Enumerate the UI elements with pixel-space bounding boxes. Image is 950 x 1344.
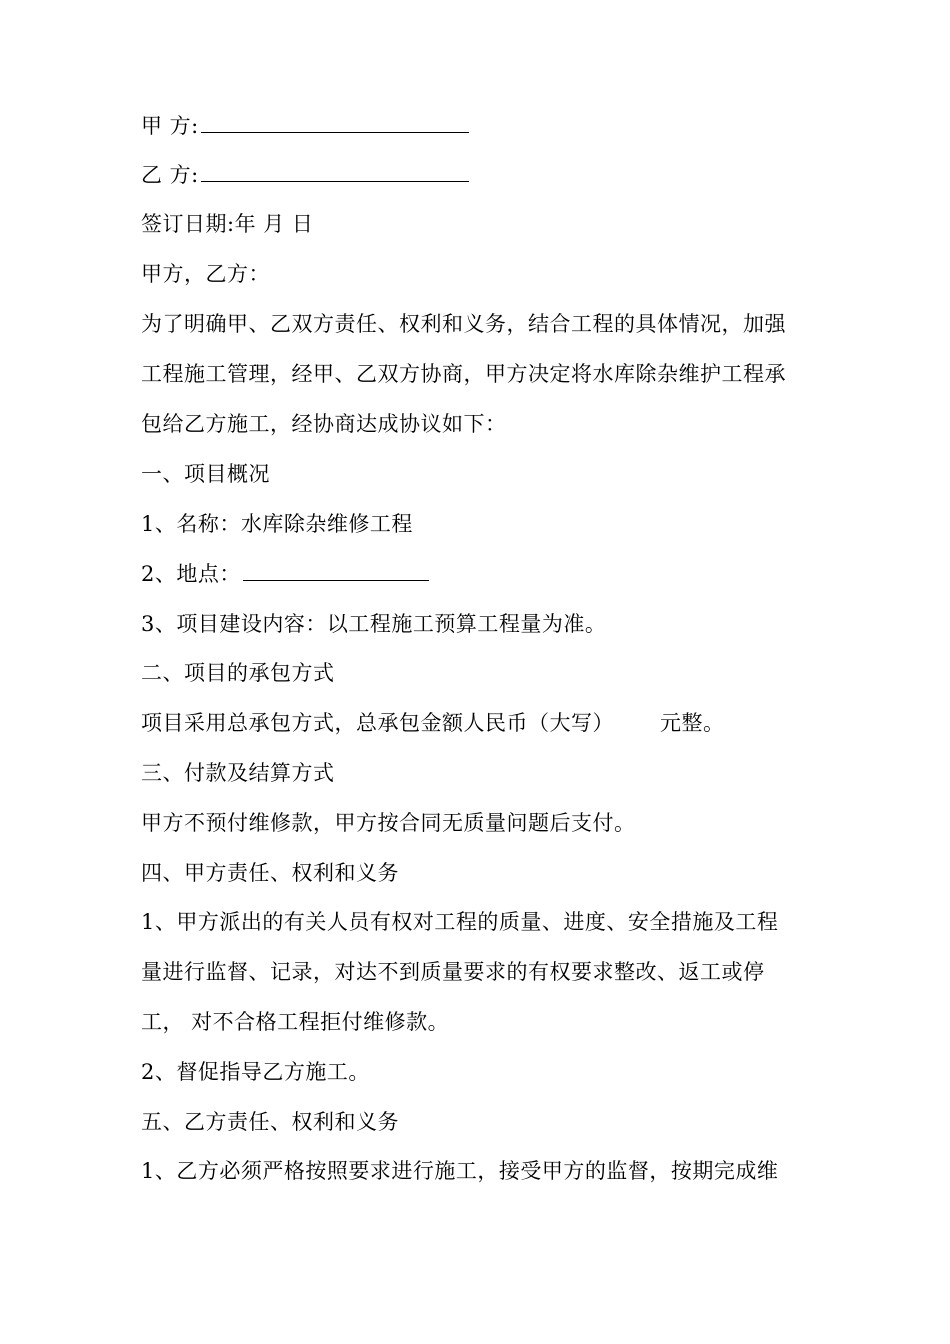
salutation: 甲方，乙方：: [141, 262, 270, 286]
sign-date-label: 签订日期:年 月 日: [141, 212, 314, 236]
intro-line-2: 工程施工管理，经甲、乙双方协商，甲方决定将水库除杂维护工程承: [141, 362, 786, 386]
party-b-blank: [201, 161, 469, 182]
section1-item2: [141, 559, 429, 589]
party-a-label: 甲 方:: [141, 114, 199, 138]
section3-title: 三、付款及结算方式: [141, 761, 335, 785]
contract-amount-suffix: 元整。: [660, 711, 725, 735]
party-b-label: 乙 方:: [141, 163, 199, 187]
section4-title: 四、甲方责任、权利和义务: [141, 861, 399, 885]
sign-date-line: [141, 209, 313, 239]
section5-item1: 1、乙方必须严格按照要求进行施工，接受甲方的监督，按期完成维: [141, 1159, 779, 1183]
section1-title: 一、项目概况: [141, 462, 270, 486]
location-label: 2、地点：: [141, 562, 241, 586]
section2-text: [141, 708, 725, 738]
section4-item1-line2: 量进行监督、记录，对达不到质量要求的有权要求整改、返工或停: [141, 960, 765, 984]
party-b-line: [141, 160, 469, 190]
intro-line-3: 包给乙方施工，经协商达成协议如下：: [141, 412, 507, 436]
location-blank: [243, 560, 429, 581]
section5-title: 五、乙方责任、权利和义务: [141, 1110, 399, 1134]
contract-amount-text: 项目采用总承包方式，总承包金额人民币（大写）: [141, 711, 614, 735]
section4-item1-line1: 1、甲方派出的有关人员有权对工程的质量、进度、安全措施及工程: [141, 910, 779, 934]
section1-item1: 1、名称：水库除杂维修工程: [141, 512, 413, 536]
section3-text: 甲方不预付维修款，甲方按合同无质量问题后支付。: [141, 811, 636, 835]
section2-title: 二、项目的承包方式: [141, 661, 335, 685]
party-a-line: [141, 111, 469, 141]
section1-item3: 3、项目建设内容：以工程施工预算工程量为准。: [141, 612, 607, 636]
section4-item1-line3: 工， 对不合格工程拒付维修款。: [141, 1010, 450, 1034]
intro-line-1: 为了明确甲、乙双方责任、权利和义务，结合工程的具体情况，加强: [141, 312, 786, 336]
party-a-blank: [201, 112, 469, 133]
section4-item2: 2、督促指导乙方施工。: [141, 1060, 370, 1084]
